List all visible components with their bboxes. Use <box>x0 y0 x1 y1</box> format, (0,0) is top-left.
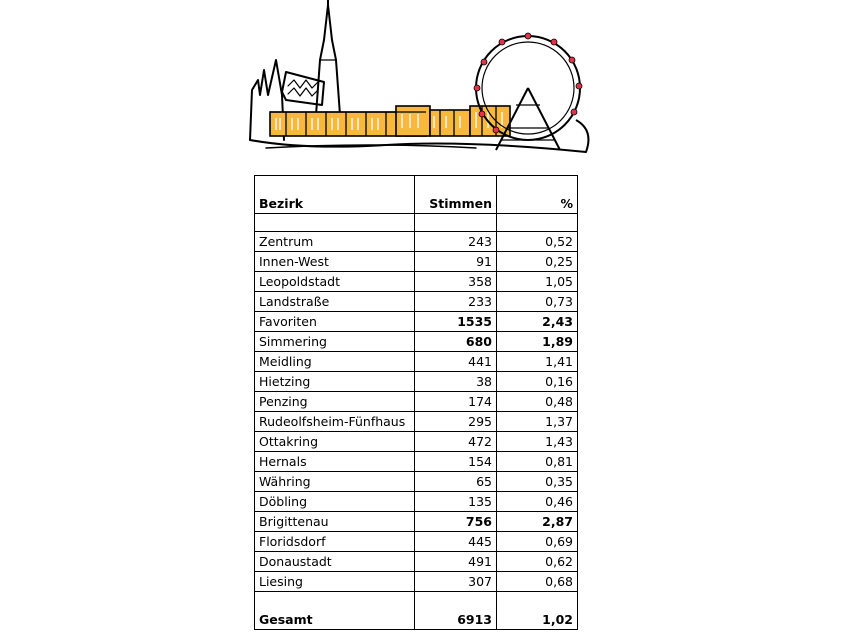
table-row <box>255 452 578 472</box>
table-row <box>255 392 578 412</box>
district-name: Donaustadt <box>255 552 415 572</box>
district-percent: 0,46 <box>497 492 578 512</box>
table-row <box>255 572 578 592</box>
district-percent: 2,87 <box>497 512 578 532</box>
table-row <box>255 272 578 292</box>
district-votes: 243 <box>415 232 497 252</box>
district-name: Hietzing <box>255 372 415 392</box>
district-percent: 1,05 <box>497 272 578 292</box>
district-votes: 174 <box>415 392 497 412</box>
district-percent: 0,48 <box>497 392 578 412</box>
district-name: Favoriten <box>255 312 415 332</box>
district-percent: 0,52 <box>497 232 578 252</box>
total-row <box>255 592 578 630</box>
district-name: Zentrum <box>255 232 415 252</box>
district-percent: 0,16 <box>497 372 578 392</box>
table-row <box>255 292 578 312</box>
table-row <box>255 412 578 432</box>
table-row <box>255 512 578 532</box>
table-row <box>255 332 578 352</box>
district-name: Meidling <box>255 352 415 372</box>
district-name: Simmering <box>255 332 415 352</box>
district-votes: 756 <box>415 512 497 532</box>
table-row <box>255 312 578 332</box>
table-body <box>255 214 578 592</box>
district-name: Landstraße <box>255 292 415 312</box>
district-name: Floridsdorf <box>255 532 415 552</box>
district-percent: 1,43 <box>497 432 578 452</box>
district-percent: 1,37 <box>497 412 578 432</box>
table-header-row <box>255 176 578 214</box>
district-name: Währing <box>255 472 415 492</box>
district-name: Döbling <box>255 492 415 512</box>
district-votes: 91 <box>415 252 497 272</box>
district-name: Liesing <box>255 572 415 592</box>
district-votes: 135 <box>415 492 497 512</box>
district-votes: 154 <box>415 452 497 472</box>
district-votes: 491 <box>415 552 497 572</box>
district-votes: 445 <box>415 532 497 552</box>
district-votes: 441 <box>415 352 497 372</box>
district-votes: 233 <box>415 292 497 312</box>
district-name: Penzing <box>255 392 415 412</box>
vienna-skyline-illustration <box>246 0 596 160</box>
district-name: Ottakring <box>255 432 415 452</box>
district-votes: 1535 <box>415 312 497 332</box>
district-percent: 0,81 <box>497 452 578 472</box>
table-row <box>255 352 578 372</box>
district-votes-table <box>254 175 578 630</box>
district-percent: 0,62 <box>497 552 578 572</box>
total-votes: 6913 <box>415 592 497 630</box>
table-row <box>255 492 578 512</box>
spacer-row <box>255 214 578 232</box>
header-bezirk: Bezirk <box>255 176 415 214</box>
district-name: Rudeolfsheim-Fünfhaus <box>255 412 415 432</box>
table-row <box>255 472 578 492</box>
district-percent: 0,35 <box>497 472 578 492</box>
table-row <box>255 232 578 252</box>
header-stimmen: Stimmen <box>415 176 497 214</box>
total-label: Gesamt <box>255 592 415 630</box>
table-row <box>255 252 578 272</box>
district-percent: 1,89 <box>497 332 578 352</box>
total-percent: 1,02 <box>497 592 578 630</box>
district-name: Innen-West <box>255 252 415 272</box>
district-votes: 358 <box>415 272 497 292</box>
district-votes: 65 <box>415 472 497 492</box>
district-percent: 0,73 <box>497 292 578 312</box>
header-percent: % <box>497 176 578 214</box>
table-row <box>255 552 578 572</box>
district-votes: 472 <box>415 432 497 452</box>
district-name: Leopoldstadt <box>255 272 415 292</box>
table-row <box>255 532 578 552</box>
district-name: Hernals <box>255 452 415 472</box>
district-percent: 0,69 <box>497 532 578 552</box>
district-percent: 1,41 <box>497 352 578 372</box>
district-votes: 307 <box>415 572 497 592</box>
table-row <box>255 372 578 392</box>
district-percent: 2,43 <box>497 312 578 332</box>
district-votes: 680 <box>415 332 497 352</box>
district-votes: 295 <box>415 412 497 432</box>
district-percent: 0,25 <box>497 252 578 272</box>
district-votes: 38 <box>415 372 497 392</box>
district-percent: 0,68 <box>497 572 578 592</box>
district-name: Brigittenau <box>255 512 415 532</box>
table-row <box>255 432 578 452</box>
